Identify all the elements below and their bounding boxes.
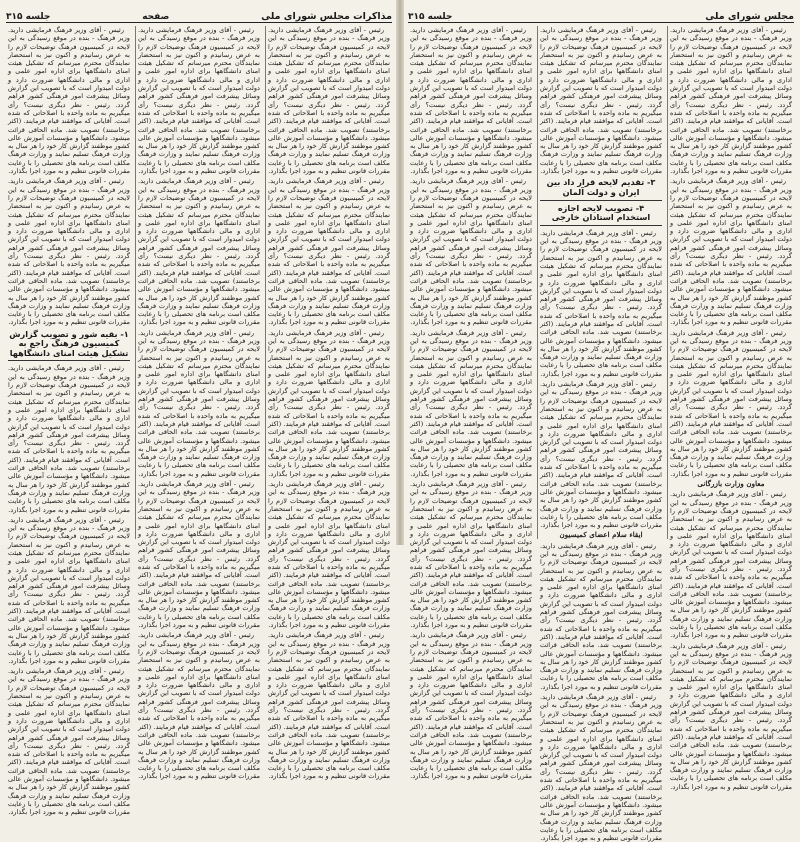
body-paragraph: رئیس - آقای وزیر فرهنگ فرمایشی دارید. وزیر فرهنگ - بنده در موقع رسیدگی به این لایحه در کمیسیون فرهنگ توضیحات لازم را به عرض رسانیدم و اکنون نیز به استحضار نمایندگان محترم میرسانم که تشکیل هیئت امنای دانشگاهها برای اداره امور علمی و اداری و مالی دانشگاهها ضرورت دارد و دولت امیدوار است که با تصویب این گزارش وسائل پیشرفت امور فرهنگی کشور فراهم گردد. رئیس - نظر دیگری نیست؟ رأی میگیریم به ماده واحده با اصلاحاتی که شده است. آقایانی که موافقند قیام فرمایند. (اکثر برخاستند) تصویب شد. ماده الحاقی قرائت میشود. دانشگاهها و مؤسسات آموزش عالی کشور موظفند گزارش کار خود را هر سال به وزارت فرهنگ تسلیم نمایند و وزارت فرهنگ مکلف است برنامه های تحصیلی را با رعایت مقررات قانونی تنظیم و به مورد اجرا بگذارد. [138, 26, 260, 176]
section-subhead: ایقاء سلام اعضای کمیسیون [559, 530, 643, 540]
section-headline: ۴- تصویب لایحه اجازه استخدام استادان خارجی [540, 204, 662, 226]
body-paragraph: رئیس - آقای وزیر فرهنگ فرمایشی دارید. وزیر فرهنگ - بنده در موقع رسیدگی به این لایحه در کمیسیون فرهنگ توضیحات لازم را به عرض رسانیدم و اکنون نیز به استحضار نمایندگان محترم میرسانم که تشکیل هیئت امنای دانشگاهها برای اداره امور علمی و اداری و مالی دانشگاهها ضرورت دارد و دولت امیدوار است که با تصویب این گزارش وسائل پیشرفت امور فرهنگی کشور فراهم گردد. رئیس - نظر دیگری نیست؟ رأی میگیریم به ماده واحده با اصلاحاتی که شده است. آقایانی که موافقند قیام فرمایند. (اکثر برخاستند) تصویب شد. ماده الحاقی قرائت میشود. دانشگاهها و مؤسسات آموزش عالی کشور موظفند گزارش کار خود را هر سال به وزارت فرهنگ تسلیم نمایند و وزارت فرهنگ مکلف است برنامه های تحصیلی را با رعایت مقررات قانونی تنظیم و به مورد اجرا بگذارد. [268, 328, 390, 478]
body-paragraph: رئیس - آقای وزیر فرهنگ فرمایشی دارید. وزیر فرهنگ - بنده در موقع رسیدگی به این لایحه در کمیسیون فرهنگ توضیحات لازم را به عرض رسانیدم و اکنون نیز به استحضار نمایندگان محترم میرسانم که تشکیل هیئت امنای دانشگاهها برای اداره امور علمی و اداری و مالی دانشگاهها ضرورت دارد و دولت امیدوار است که با تصویب این گزارش وسائل پیشرفت امور فرهنگی کشور فراهم گردد. رئیس - نظر دیگری نیست؟ رأی میگیریم به ماده واحده با اصلاحاتی که شده است. آقایانی که موافقند قیام فرمایند. (اکثر برخاستند) تصویب شد. ماده الحاقی قرائت میشود. دانشگاهها و مؤسسات آموزش عالی کشور موظفند گزارش کار خود را هر سال به وزارت فرهنگ تسلیم نمایند و وزارت فرهنگ مکلف است برنامه های تحصیلی را با رعایت مقررات قانونی تنظیم و به مورد اجرا بگذارد. [670, 26, 792, 176]
body-paragraph: رئیس - آقای وزیر فرهنگ فرمایشی دارید. وزیر فرهنگ - بنده در موقع رسیدگی به این لایحه در کمیسیون فرهنگ توضیحات لازم را به عرض رسانیدم و اکنون نیز به استحضار نمایندگان محترم میرسانم که تشکیل هیئت امنای دانشگاهها برای اداره امور علمی و اداری و مالی دانشگاهها ضرورت دارد و دولت امیدوار است که با تصویب این گزارش وسائل پیشرفت امور فرهنگی کشور فراهم گردد. رئیس - نظر دیگری نیست؟ رأی میگیریم به ماده واحده با اصلاحاتی که شده است. آقایانی که موافقند قیام فرمایند. (اکثر برخاستند) تصویب شد. ماده الحاقی قرائت میشود. دانشگاهها و مؤسسات آموزش عالی کشور موظفند گزارش کار خود را هر سال به وزارت فرهنگ تسلیم نمایند و وزارت فرهنگ مکلف است برنامه های تحصیلی را با رعایت مقررات قانونی تنظیم و به مورد اجرا بگذارد. [138, 631, 260, 781]
left-page-header [6, 4, 392, 23]
left-column-2 [135, 26, 262, 781]
section-subhead: معاون وزارت بازرگانی [697, 479, 765, 489]
body-paragraph: رئیس - آقای وزیر فرهنگ فرمایشی دارید. وزیر فرهنگ - بنده در موقع رسیدگی به این لایحه در کمیسیون فرهنگ توضیحات لازم را به عرض رسانیدم و اکنون نیز به استحضار نمایندگان محترم میرسانم که تشکیل هیئت امنای دانشگاهها برای اداره امور علمی و اداری و مالی دانشگاهها ضرورت دارد و دولت امیدوار است که با تصویب این گزارش وسائل پیشرفت امور فرهنگی کشور فراهم گردد. رئیس - نظر دیگری نیست؟ رأی میگیریم به ماده واحده با اصلاحاتی که شده است. آقایانی که موافقند قیام فرمایند. (اکثر برخاستند) تصویب شد. ماده الحاقی قرائت میشود. دانشگاهها و مؤسسات آموزش عالی کشور موظفند گزارش کار خود را هر سال به وزارت فرهنگ تسلیم نمایند و وزارت فرهنگ مکلف است برنامه های تحصیلی را با رعایت مقررات قانونی تنظیم و به مورد اجرا بگذارد. [540, 380, 662, 530]
body-paragraph: رئیس - آقای وزیر فرهنگ فرمایشی دارید. وزیر فرهنگ - بنده در موقع رسیدگی به این لایحه در کمیسیون فرهنگ توضیحات لازم را به عرض رسانیدم و اکنون نیز به استحضار نمایندگان محترم میرسانم که تشکیل هیئت امنای دانشگاهها برای اداره امور علمی و اداری و مالی دانشگاهها ضرورت دارد و دولت امیدوار است که با تصویب این گزارش وسائل پیشرفت امور فرهنگی کشور فراهم گردد. رئیس - نظر دیگری نیست؟ رأی میگیریم به ماده واحده با اصلاحاتی که شده است. آقایانی که موافقند قیام فرمایند. (اکثر برخاستند) تصویب شد. ماده الحاقی قرائت میشود. دانشگاهها و مؤسسات آموزش عالی کشور موظفند گزارش کار خود را هر سال به وزارت فرهنگ تسلیم نمایند و وزارت فرهنگ مکلف است برنامه های تحصیلی را با رعایت مقررات قانونی تنظیم و به مورد اجرا بگذارد. [410, 26, 532, 176]
left-header-session: جلسه ۳۱۵ [6, 12, 51, 22]
body-paragraph: رئیس - آقای وزیر فرهنگ فرمایشی دارید. وزیر فرهنگ - بنده در موقع رسیدگی به این لایحه در کمیسیون فرهنگ توضیحات لازم را به عرض رسانیدم و اکنون نیز به استحضار نمایندگان محترم میرسانم که تشکیل هیئت امنای دانشگاهها برای اداره امور علمی و اداری و مالی دانشگاهها ضرورت دارد و دولت امیدوار است که با تصویب این گزارش وسائل پیشرفت امور فرهنگی کشور فراهم گردد. رئیس - نظر دیگری نیست؟ رأی میگیریم به ماده واحده با اصلاحاتی که شده است. آقایانی که موافقند قیام فرمایند. (اکثر برخاستند) تصویب شد. ماده الحاقی قرائت میشود. دانشگاهها و مؤسسات آموزش عالی کشور موظفند گزارش کار خود را هر سال به وزارت فرهنگ تسلیم نمایند و وزارت فرهنگ مکلف است برنامه های تحصیلی را با رعایت مقررات قانونی تنظیم و به مورد اجرا بگذارد. [670, 490, 792, 640]
body-paragraph: رئیس - آقای وزیر فرهنگ فرمایشی دارید. وزیر فرهنگ - بنده در موقع رسیدگی به این لایحه در کمیسیون فرهنگ توضیحات لازم را به عرض رسانیدم و اکنون نیز به استحضار نمایندگان محترم میرسانم که تشکیل هیئت امنای دانشگاهها برای اداره امور علمی و اداری و مالی دانشگاهها ضرورت دارد و دولت امیدوار است که با تصویب این گزارش وسائل پیشرفت امور فرهنگی کشور فراهم گردد. رئیس - نظر دیگری نیست؟ رأی میگیریم به ماده واحده با اصلاحاتی که شده است. آقایانی که موافقند قیام فرمایند. (اکثر برخاستند) تصویب شد. ماده الحاقی قرائت میشود. دانشگاهها و مؤسسات آموزش عالی کشور موظفند گزارش کار خود را هر سال به وزارت فرهنگ تسلیم نمایند و وزارت فرهنگ مکلف است برنامه های تحصیلی را با رعایت مقررات قانونی تنظیم و به مورد اجرا بگذارد. [540, 693, 662, 842]
body-paragraph: رئیس - آقای وزیر فرهنگ فرمایشی دارید. وزیر فرهنگ - بنده در موقع رسیدگی به این لایحه در کمیسیون فرهنگ توضیحات لازم را به عرض رسانیدم و اکنون نیز به استحضار نمایندگان محترم میرسانم که تشکیل هیئت امنای دانشگاهها برای اداره امور علمی و اداری و مالی دانشگاهها ضرورت دارد و دولت امیدوار است که با تصویب این گزارش وسائل پیشرفت امور فرهنگی کشور فراهم گردد. رئیس - نظر دیگری نیست؟ رأی میگیریم به ماده واحده با اصلاحاتی که شده است. آقایانی که موافقند قیام فرمایند. (اکثر برخاستند) تصویب شد. ماده الحاقی قرائت میشود. دانشگاهها و مؤسسات آموزش عالی کشور موظفند گزارش کار خود را هر سال به وزارت فرهنگ تسلیم نمایند و وزارت فرهنگ مکلف است برنامه های تحصیلی را با رعایت مقررات قانونی تنظیم و به مورد اجرا بگذارد. [268, 480, 390, 630]
body-paragraph: رئیس - آقای وزیر فرهنگ فرمایشی دارید. وزیر فرهنگ - بنده در موقع رسیدگی به این لایحه در کمیسیون فرهنگ توضیحات لازم را به عرض رسانیدم و اکنون نیز به استحضار نمایندگان محترم میرسانم که تشکیل هیئت امنای دانشگاهها برای اداره امور علمی و اداری و مالی دانشگاهها ضرورت دارد و دولت امیدوار است که با تصویب این گزارش وسائل پیشرفت امور فرهنگی کشور فراهم گردد. رئیس - نظر دیگری نیست؟ رأی میگیریم به ماده واحده با اصلاحاتی که شده است. آقایانی که موافقند قیام فرمایند. (اکثر برخاستند) تصویب شد. ماده الحاقی قرائت میشود. دانشگاهها و مؤسسات آموزش عالی کشور موظفند گزارش کار خود را هر سال به وزارت فرهنگ تسلیم نمایند و وزارت فرهنگ مکلف است برنامه های تحصیلی را با رعایت مقررات قانونی تنظیم و به مورد اجرا بگذارد. [8, 177, 130, 327]
body-paragraph: رئیس - آقای وزیر فرهنگ فرمایشی دارید. وزیر فرهنگ - بنده در موقع رسیدگی به این لایحه در کمیسیون فرهنگ توضیحات لازم را به عرض رسانیدم و اکنون نیز به استحضار نمایندگان محترم میرسانم که تشکیل هیئت امنای دانشگاهها برای اداره امور علمی و اداری و مالی دانشگاهها ضرورت دارد و دولت امیدوار است که با تصویب این گزارش وسائل پیشرفت امور فرهنگی کشور فراهم گردد. رئیس - نظر دیگری نیست؟ رأی میگیریم به ماده واحده با اصلاحاتی که شده است. آقایانی که موافقند قیام فرمایند. (اکثر برخاستند) تصویب شد. ماده الحاقی قرائت میشود. دانشگاهها و مؤسسات آموزش عالی کشور موظفند گزارش کار خود را هر سال به وزارت فرهنگ تسلیم نمایند و وزارت فرهنگ مکلف است برنامه های تحصیلی را با رعایت مقررات قانونی تنظیم و به مورد اجرا بگذارد. [670, 328, 792, 478]
right-header-title: مجلس شورای ملی [705, 11, 794, 22]
right-header-session: جلسه ۳۱۵ [408, 12, 453, 22]
right-page-header [408, 4, 794, 23]
body-paragraph: رئیس - آقای وزیر فرهنگ فرمایشی دارید. وزیر فرهنگ - بنده در موقع رسیدگی به این لایحه در کمیسیون فرهنگ توضیحات لازم را به عرض رسانیدم و اکنون نیز به استحضار نمایندگان محترم میرسانم که تشکیل هیئت امنای دانشگاهها برای اداره امور علمی و اداری و مالی دانشگاهها ضرورت دارد و دولت امیدوار است که با تصویب این گزارش وسائل پیشرفت امور فرهنگی کشور فراهم گردد. رئیس - نظر دیگری نیست؟ رأی میگیریم به ماده واحده با اصلاحاتی که شده است. آقایانی که موافقند قیام فرمایند. (اکثر برخاستند) تصویب شد. ماده الحاقی قرائت میشود. دانشگاهها و مؤسسات آموزش عالی کشور موظفند گزارش کار خود را هر سال به وزارت فرهنگ تسلیم نمایند و وزارت فرهنگ مکلف است برنامه های تحصیلی را با رعایت مقررات قانونی تنظیم و به مورد اجرا بگذارد. [670, 177, 792, 327]
body-paragraph: رئیس - آقای وزیر فرهنگ فرمایشی دارید. وزیر فرهنگ - بنده در موقع رسیدگی به این لایحه در کمیسیون فرهنگ توضیحات لازم را به عرض رسانیدم و اکنون نیز به استحضار نمایندگان محترم میرسانم که تشکیل هیئت امنای دانشگاهها برای اداره امور علمی و اداری و مالی دانشگاهها ضرورت دارد و دولت امیدوار است که با تصویب این گزارش وسائل پیشرفت امور فرهنگی کشور فراهم گردد. رئیس - نظر دیگری نیست؟ رأی میگیریم به ماده واحده با اصلاحاتی که شده است. آقایانی که موافقند قیام فرمایند. (اکثر برخاستند) تصویب شد. ماده الحاقی قرائت میشود. دانشگاهها و مؤسسات آموزش عالی کشور موظفند گزارش کار خود را هر سال به وزارت فرهنگ تسلیم نمایند و وزارت فرهنگ مکلف است برنامه های تحصیلی را با رعایت مقررات قانونی تنظیم و به مورد اجرا بگذارد. [8, 515, 130, 665]
body-paragraph: رئیس - آقای وزیر فرهنگ فرمایشی دارید. وزیر فرهنگ - بنده در موقع رسیدگی به این لایحه در کمیسیون فرهنگ توضیحات لازم را به عرض رسانیدم و اکنون نیز به استحضار نمایندگان محترم میرسانم که تشکیل هیئت امنای دانشگاهها برای اداره امور علمی و اداری و مالی دانشگاهها ضرورت دارد و دولت امیدوار است که با تصویب این گزارش وسائل پیشرفت امور فرهنگی کشور فراهم گردد. رئیس - نظر دیگری نیست؟ رأی میگیریم به ماده واحده با اصلاحاتی که شده است. آقایانی که موافقند قیام فرمایند. (اکثر برخاستند) تصویب شد. ماده الحاقی قرائت میشود. دانشگاهها و مؤسسات آموزش عالی کشور موظفند گزارش کار خود را هر سال به وزارت فرهنگ تسلیم نمایند و وزارت فرهنگ مکلف است برنامه های تحصیلی را با رعایت مقررات قانونی تنظیم و به مورد اجرا بگذارد. [8, 26, 130, 176]
body-paragraph: رئیس - آقای وزیر فرهنگ فرمایشی دارید. وزیر فرهنگ - بنده در موقع رسیدگی به این لایحه در کمیسیون فرهنگ توضیحات لازم را به عرض رسانیدم و اکنون نیز به استحضار نمایندگان محترم میرسانم که تشکیل هیئت امنای دانشگاهها برای اداره امور علمی و اداری و مالی دانشگاهها ضرورت دارد و دولت امیدوار است که با تصویب این گزارش وسائل پیشرفت امور فرهنگی کشور فراهم گردد. رئیس - نظر دیگری نیست؟ رأی میگیریم به ماده واحده با اصلاحاتی که شده است. آقایانی که موافقند قیام فرمایند. (اکثر برخاستند) تصویب شد. ماده الحاقی قرائت میشود. دانشگاهها و مؤسسات آموزش عالی کشور موظفند گزارش کار خود را هر سال به وزارت فرهنگ تسلیم نمایند و وزارت فرهنگ مکلف است برنامه های تحصیلی را با رعایت مقررات قانونی تنظیم و به مورد اجرا بگذارد. [540, 228, 662, 378]
left-page-columns [6, 26, 392, 817]
left-header-title: مذاکرات مجلس شورای ملی [261, 11, 392, 22]
right-column-1 [667, 26, 794, 791]
body-paragraph: رئیس - آقای وزیر فرهنگ فرمایشی دارید. وزیر فرهنگ - بنده در موقع رسیدگی به این لایحه در کمیسیون فرهنگ توضیحات لازم را به عرض رسانیدم و اکنون نیز به استحضار نمایندگان محترم میرسانم که تشکیل هیئت امنای دانشگاهها برای اداره امور علمی و اداری و مالی دانشگاهها ضرورت دارد و دولت امیدوار است که با تصویب این گزارش وسائل پیشرفت امور فرهنگی کشور فراهم گردد. رئیس - نظر دیگری نیست؟ رأی میگیریم به ماده واحده با اصلاحاتی که شده است. آقایانی که موافقند قیام فرمایند. (اکثر برخاستند) تصویب شد. ماده الحاقی قرائت میشود. دانشگاهها و مؤسسات آموزش عالی کشور موظفند گزارش کار خود را هر سال به وزارت فرهنگ تسلیم نمایند و وزارت فرهنگ مکلف است برنامه های تحصیلی را با رعایت مقررات قانونی تنظیم و به مورد اجرا بگذارد. [410, 328, 532, 478]
left-header-page-number: صفحه [142, 12, 170, 22]
right-column-3 [408, 26, 534, 781]
body-paragraph: رئیس - آقای وزیر فرهنگ فرمایشی دارید. وزیر فرهنگ - بنده در موقع رسیدگی به این لایحه در کمیسیون فرهنگ توضیحات لازم را به عرض رسانیدم و اکنون نیز به استحضار نمایندگان محترم میرسانم که تشکیل هیئت امنای دانشگاهها برای اداره امور علمی و اداری و مالی دانشگاهها ضرورت دارد و دولت امیدوار است که با تصویب این گزارش وسائل پیشرفت امور فرهنگی کشور فراهم گردد. رئیس - نظر دیگری نیست؟ رأی میگیریم به ماده واحده با اصلاحاتی که شده است. آقایانی که موافقند قیام فرمایند. (اکثر برخاستند) تصویب شد. ماده الحاقی قرائت میشود. دانشگاهها و مؤسسات آموزش عالی کشور موظفند گزارش کار خود را هر سال به وزارت فرهنگ تسلیم نمایند و وزارت فرهنگ مکلف است برنامه های تحصیلی را با رعایت مقررات قانونی تنظیم و به مورد اجرا بگذارد. [410, 631, 532, 781]
body-paragraph: رئیس - آقای وزیر فرهنگ فرمایشی دارید. وزیر فرهنگ - بنده در موقع رسیدگی به این لایحه در کمیسیون فرهنگ توضیحات لازم را به عرض رسانیدم و اکنون نیز به استحضار نمایندگان محترم میرسانم که تشکیل هیئت امنای دانشگاهها برای اداره امور علمی و اداری و مالی دانشگاهها ضرورت دارد و دولت امیدوار است که با تصویب این گزارش وسائل پیشرفت امور فرهنگی کشور فراهم گردد. رئیس - نظر دیگری نیست؟ رأی میگیریم به ماده واحده با اصلاحاتی که شده است. آقایانی که موافقند قیام فرمایند. (اکثر برخاستند) تصویب شد. ماده الحاقی قرائت میشود. دانشگاهها و مؤسسات آموزش عالی کشور موظفند گزارش کار خود را هر سال به وزارت فرهنگ تسلیم نمایند و وزارت فرهنگ مکلف است برنامه های تحصیلی را با رعایت مقررات قانونی تنظیم و به مورد اجرا بگذارد. [410, 177, 532, 327]
body-paragraph: رئیس - آقای وزیر فرهنگ فرمایشی دارید. وزیر فرهنگ - بنده در موقع رسیدگی به این لایحه در کمیسیون فرهنگ توضیحات لازم را به عرض رسانیدم و اکنون نیز به استحضار نمایندگان محترم میرسانم که تشکیل هیئت امنای دانشگاهها برای اداره امور علمی و اداری و مالی دانشگاهها ضرورت دارد و دولت امیدوار است که با تصویب این گزارش وسائل پیشرفت امور فرهنگی کشور فراهم گردد. رئیس - نظر دیگری نیست؟ رأی میگیریم به ماده واحده با اصلاحاتی که شده است. آقایانی که موافقند قیام فرمایند. (اکثر برخاستند) تصویب شد. ماده الحاقی قرائت میشود. دانشگاهها و مؤسسات آموزش عالی کشور موظفند گزارش کار خود را هر سال به وزارت فرهنگ تسلیم نمایند و وزارت فرهنگ مکلف است برنامه های تحصیلی را با رعایت مقررات قانونی تنظیم و به مورد اجرا بگذارد. [8, 667, 130, 817]
body-paragraph: رئیس - آقای وزیر فرهنگ فرمایشی دارید. وزیر فرهنگ - بنده در موقع رسیدگی به این لایحه در کمیسیون فرهنگ توضیحات لازم را به عرض رسانیدم و اکنون نیز به استحضار نمایندگان محترم میرسانم که تشکیل هیئت امنای دانشگاهها برای اداره امور علمی و اداری و مالی دانشگاهها ضرورت دارد و دولت امیدوار است که با تصویب این گزارش وسائل پیشرفت امور فرهنگی کشور فراهم گردد. رئیس - نظر دیگری نیست؟ رأی میگیریم به ماده واحده با اصلاحاتی که شده است. آقایانی که موافقند قیام فرمایند. (اکثر برخاستند) تصویب شد. ماده الحاقی قرائت میشود. دانشگاهها و مؤسسات آموزش عالی کشور موظفند گزارش کار خود را هر سال به وزارت فرهنگ تسلیم نمایند و وزارت فرهنگ مکلف است برنامه های تحصیلی را با رعایت مقررات قانونی تنظیم و به مورد اجرا بگذارد. [410, 480, 532, 630]
section-headline: ۳- تقدیم لایحه قرار داد بین ایران و دولت آلمان [540, 178, 662, 200]
body-paragraph: رئیس - آقای وزیر فرهنگ فرمایشی دارید. وزیر فرهنگ - بنده در موقع رسیدگی به این لایحه در کمیسیون فرهنگ توضیحات لازم را به عرض رسانیدم و اکنون نیز به استحضار نمایندگان محترم میرسانم که تشکیل هیئت امنای دانشگاهها برای اداره امور علمی و اداری و مالی دانشگاهها ضرورت دارد و دولت امیدوار است که با تصویب این گزارش وسائل پیشرفت امور فرهنگی کشور فراهم گردد. رئیس - نظر دیگری نیست؟ رأی میگیریم به ماده واحده با اصلاحاتی که شده است. آقایانی که موافقند قیام فرمایند. (اکثر برخاستند) تصویب شد. ماده الحاقی قرائت میشود. دانشگاهها و مؤسسات آموزش عالی کشور موظفند گزارش کار خود را هر سال به وزارت فرهنگ تسلیم نمایند و وزارت فرهنگ مکلف است برنامه های تحصیلی را با رعایت مقررات قانونی تنظیم و به مورد اجرا بگذارد. [138, 328, 260, 478]
body-paragraph: رئیس - آقای وزیر فرهنگ فرمایشی دارید. وزیر فرهنگ - بنده در موقع رسیدگی به این لایحه در کمیسیون فرهنگ توضیحات لازم را به عرض رسانیدم و اکنون نیز به استحضار نمایندگان محترم میرسانم که تشکیل هیئت امنای دانشگاهها برای اداره امور علمی و اداری و مالی دانشگاهها ضرورت دارد و دولت امیدوار است که با تصویب این گزارش وسائل پیشرفت امور فرهنگی کشور فراهم گردد. رئیس - نظر دیگری نیست؟ رأی میگیریم به ماده واحده با اصلاحاتی که شده است. آقایانی که موافقند قیام فرمایند. (اکثر برخاستند) تصویب شد. ماده الحاقی قرائت میشود. دانشگاهها و مؤسسات آموزش عالی کشور موظفند گزارش کار خود را هر سال به وزارت فرهنگ تسلیم نمایند و وزارت فرهنگ مکلف است برنامه های تحصیلی را با رعایت مقررات قانونی تنظیم و به مورد اجرا بگذارد. [268, 177, 390, 327]
body-paragraph: رئیس - آقای وزیر فرهنگ فرمایشی دارید. وزیر فرهنگ - بنده در موقع رسیدگی به این لایحه در کمیسیون فرهنگ توضیحات لازم را به عرض رسانیدم و اکنون نیز به استحضار نمایندگان محترم میرسانم که تشکیل هیئت امنای دانشگاهها برای اداره امور علمی و اداری و مالی دانشگاهها ضرورت دارد و دولت امیدوار است که با تصویب این گزارش وسائل پیشرفت امور فرهنگی کشور فراهم گردد. رئیس - نظر دیگری نیست؟ رأی میگیریم به ماده واحده با اصلاحاتی که شده است. آقایانی که موافقند قیام فرمایند. (اکثر برخاستند) تصویب شد. ماده الحاقی قرائت میشود. دانشگاهها و مؤسسات آموزش عالی کشور موظفند گزارش کار خود را هر سال به وزارت فرهنگ تسلیم نمایند و وزارت فرهنگ مکلف است برنامه های تحصیلی را با رعایت مقررات قانونی تنظیم و به مورد اجرا بگذارد. [670, 641, 792, 791]
body-paragraph: رئیس - آقای وزیر فرهنگ فرمایشی دارید. وزیر فرهنگ - بنده در موقع رسیدگی به این لایحه در کمیسیون فرهنگ توضیحات لازم را به عرض رسانیدم و اکنون نیز به استحضار نمایندگان محترم میرسانم که تشکیل هیئت امنای دانشگاهها برای اداره امور علمی و اداری و مالی دانشگاهها ضرورت دارد و دولت امیدوار است که با تصویب این گزارش وسائل پیشرفت امور فرهنگی کشور فراهم گردد. رئیس - نظر دیگری نیست؟ رأی میگیریم به ماده واحده با اصلاحاتی که شده است. آقایانی که موافقند قیام فرمایند. (اکثر برخاستند) تصویب شد. ماده الحاقی قرائت میشود. دانشگاهها و مؤسسات آموزش عالی کشور موظفند گزارش کار خود را هر سال به وزارت فرهنگ تسلیم نمایند و وزارت فرهنگ مکلف است برنامه های تحصیلی را با رعایت مقررات قانونی تنظیم و به مورد اجرا بگذارد. [268, 631, 390, 781]
body-paragraph: رئیس - آقای وزیر فرهنگ فرمایشی دارید. وزیر فرهنگ - بنده در موقع رسیدگی به این لایحه در کمیسیون فرهنگ توضیحات لازم را به عرض رسانیدم و اکنون نیز به استحضار نمایندگان محترم میرسانم که تشکیل هیئت امنای دانشگاهها برای اداره امور علمی و اداری و مالی دانشگاهها ضرورت دارد و دولت امیدوار است که با تصویب این گزارش وسائل پیشرفت امور فرهنگی کشور فراهم گردد. رئیس - نظر دیگری نیست؟ رأی میگیریم به ماده واحده با اصلاحاتی که شده است. آقایانی که موافقند قیام فرمایند. (اکثر برخاستند) تصویب شد. ماده الحاقی قرائت میشود. دانشگاهها و مؤسسات آموزش عالی کشور موظفند گزارش کار خود را هر سال به وزارت فرهنگ تسلیم نمایند و وزارت فرهنگ مکلف است برنامه های تحصیلی را با رعایت مقررات قانونی تنظیم و به مورد اجرا بگذارد. [138, 480, 260, 630]
right-page [402, 0, 800, 842]
body-paragraph: رئیس - آقای وزیر فرهنگ فرمایشی دارید. وزیر فرهنگ - بنده در موقع رسیدگی به این لایحه در کمیسیون فرهنگ توضیحات لازم را به عرض رسانیدم و اکنون نیز به استحضار نمایندگان محترم میرسانم که تشکیل هیئت امنای دانشگاهها برای اداره امور علمی و اداری و مالی دانشگاهها ضرورت دارد و دولت امیدوار است که با تصویب این گزارش وسائل پیشرفت امور فرهنگی کشور فراهم گردد. رئیس - نظر دیگری نیست؟ رأی میگیریم به ماده واحده با اصلاحاتی که شده است. آقایانی که موافقند قیام فرمایند. (اکثر برخاستند) تصویب شد. ماده الحاقی قرائت میشود. دانشگاهها و مؤسسات آموزش عالی کشور موظفند گزارش کار خود را هر سال به وزارت فرهنگ تسلیم نمایند و وزارت فرهنگ مکلف است برنامه های تحصیلی را با رعایت مقررات قانونی تنظیم و به مورد اجرا بگذارد. [540, 26, 662, 176]
right-column-2 [537, 26, 664, 842]
body-paragraph: رئیس - آقای وزیر فرهنگ فرمایشی دارید. وزیر فرهنگ - بنده در موقع رسیدگی به این لایحه در کمیسیون فرهنگ توضیحات لازم را به عرض رسانیدم و اکنون نیز به استحضار نمایندگان محترم میرسانم که تشکیل هیئت امنای دانشگاهها برای اداره امور علمی و اداری و مالی دانشگاهها ضرورت دارد و دولت امیدوار است که با تصویب این گزارش وسائل پیشرفت امور فرهنگی کشور فراهم گردد. رئیس - نظر دیگری نیست؟ رأی میگیریم به ماده واحده با اصلاحاتی که شده است. آقایانی که موافقند قیام فرمایند. (اکثر برخاستند) تصویب شد. ماده الحاقی قرائت میشود. دانشگاهها و مؤسسات آموزش عالی کشور موظفند گزارش کار خود را هر سال به وزارت فرهنگ تسلیم نمایند و وزارت فرهنگ مکلف است برنامه های تحصیلی را با رعایت مقررات قانونی تنظیم و به مورد اجرا بگذارد. [138, 177, 260, 327]
body-paragraph: رئیس - آقای وزیر فرهنگ فرمایشی دارید. وزیر فرهنگ - بنده در موقع رسیدگی به این لایحه در کمیسیون فرهنگ توضیحات لازم را به عرض رسانیدم و اکنون نیز به استحضار نمایندگان محترم میرسانم که تشکیل هیئت امنای دانشگاهها برای اداره امور علمی و اداری و مالی دانشگاهها ضرورت دارد و دولت امیدوار است که با تصویب این گزارش وسائل پیشرفت امور فرهنگی کشور فراهم گردد. رئیس - نظر دیگری نیست؟ رأی میگیریم به ماده واحده با اصلاحاتی که شده است. آقایانی که موافقند قیام فرمایند. (اکثر برخاستند) تصویب شد. ماده الحاقی قرائت میشود. دانشگاهها و مؤسسات آموزش عالی کشور موظفند گزارش کار خود را هر سال به وزارت فرهنگ تسلیم نمایند و وزارت فرهنگ مکلف است برنامه های تحصیلی را با رعایت مقررات قانونی تنظیم و به مورد اجرا بگذارد. [8, 364, 130, 514]
left-column-1 [265, 26, 392, 781]
body-paragraph: رئیس - آقای وزیر فرهنگ فرمایشی دارید. وزیر فرهنگ - بنده در موقع رسیدگی به این لایحه در کمیسیون فرهنگ توضیحات لازم را به عرض رسانیدم و اکنون نیز به استحضار نمایندگان محترم میرسانم که تشکیل هیئت امنای دانشگاهها برای اداره امور علمی و اداری و مالی دانشگاهها ضرورت دارد و دولت امیدوار است که با تصویب این گزارش وسائل پیشرفت امور فرهنگی کشور فراهم گردد. رئیس - نظر دیگری نیست؟ رأی میگیریم به ماده واحده با اصلاحاتی که شده است. آقایانی که موافقند قیام فرمایند. (اکثر برخاستند) تصویب شد. ماده الحاقی قرائت میشود. دانشگاهها و مؤسسات آموزش عالی کشور موظفند گزارش کار خود را هر سال به وزارت فرهنگ تسلیم نمایند و وزارت فرهنگ مکلف است برنامه های تحصیلی را با رعایت مقررات قانونی تنظیم و به مورد اجرا بگذارد. [268, 26, 390, 176]
left-page [0, 0, 398, 817]
section-headline: ۱- بقیه شور و تصویب گزارش کمیسیون فرهنگ راجع به تشکیل هیئت امنای دانشگاهها [8, 330, 130, 362]
left-column-3 [6, 26, 132, 817]
right-page-columns [408, 26, 794, 842]
body-paragraph: رئیس - آقای وزیر فرهنگ فرمایشی دارید. وزیر فرهنگ - بنده در موقع رسیدگی به این لایحه در کمیسیون فرهنگ توضیحات لازم را به عرض رسانیدم و اکنون نیز به استحضار نمایندگان محترم میرسانم که تشکیل هیئت امنای دانشگاهها برای اداره امور علمی و اداری و مالی دانشگاهها ضرورت دارد و دولت امیدوار است که با تصویب این گزارش وسائل پیشرفت امور فرهنگی کشور فراهم گردد. رئیس - نظر دیگری نیست؟ رأی میگیریم به ماده واحده با اصلاحاتی که شده است. آقایانی که موافقند قیام فرمایند. (اکثر برخاستند) تصویب شد. ماده الحاقی قرائت میشود. دانشگاهها و مؤسسات آموزش عالی کشور موظفند گزارش کار خود را هر سال به وزارت فرهنگ تسلیم نمایند و وزارت فرهنگ مکلف است برنامه های تحصیلی را با رعایت مقررات قانونی تنظیم و به مورد اجرا بگذارد. [540, 541, 662, 691]
